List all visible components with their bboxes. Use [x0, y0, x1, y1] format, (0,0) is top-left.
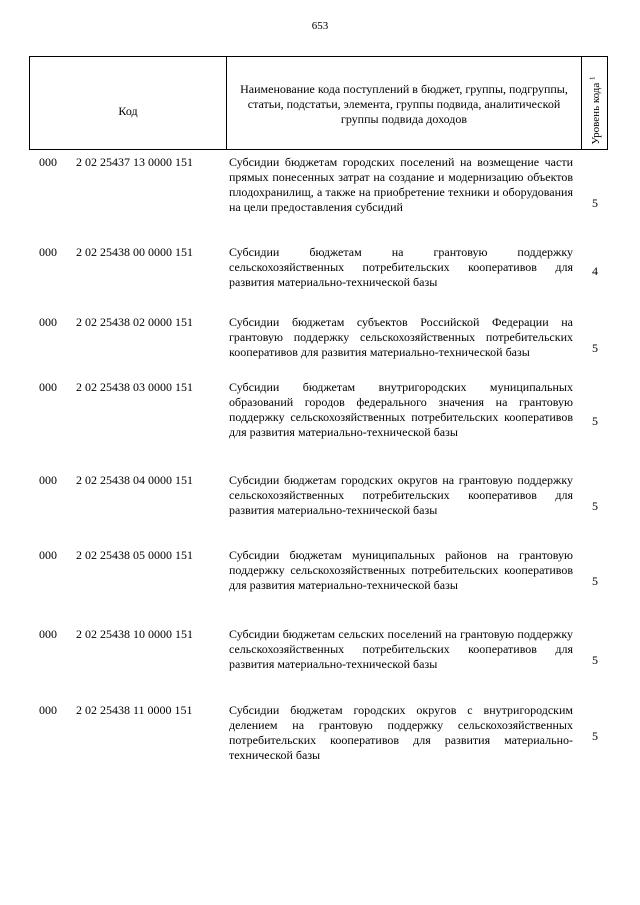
- header-code: Код: [30, 57, 227, 149]
- row-prefix: 000: [39, 380, 57, 394]
- row-code: 2 02 25438 03 0000 151: [76, 380, 193, 394]
- row-level: 4: [592, 264, 598, 278]
- row-level: 5: [592, 341, 598, 355]
- header-level-footnote: 1: [587, 76, 596, 81]
- row-prefix: 000: [39, 473, 57, 487]
- row-description: Субсидии бюджетам внутригородских муниципальных образований городов федерального значения на грантовую поддержку сельскохозяйственных потребительских кооперативов для развития материально-технической базы: [229, 380, 573, 439]
- row-code: 2 02 25438 04 0000 151: [76, 473, 193, 487]
- table-row: [0, 245, 640, 290]
- row-prefix: 000: [39, 627, 57, 641]
- row-prefix: 000: [39, 703, 57, 717]
- row-level: 5: [592, 574, 598, 588]
- row-level: 5: [592, 196, 598, 210]
- row-code: 2 02 25438 11 0000 151: [76, 703, 193, 717]
- row-level: 5: [592, 729, 598, 743]
- row-description: Субсидии бюджетам муниципальных районов на грантовую поддержку сельскохозяйственных потребительских кооперативов для развития материально-технической базы: [229, 548, 573, 592]
- table-row: [0, 548, 640, 593]
- header-level-text: Уровень кода: [589, 83, 602, 145]
- row-code: 2 02 25437 13 0000 151: [76, 155, 193, 169]
- row-prefix: 000: [39, 315, 57, 329]
- row-description: Субсидии бюджетам городских поселений на возмещение части прямых понесенных затрат на создание и модернизацию объектов плодохранилищ, а также на приобретение техники и оборудования на цели предоставления субсидий: [229, 155, 573, 214]
- row-prefix: 000: [39, 245, 57, 259]
- row-description: Субсидии бюджетам сельских поселений на грантовую поддержку сельскохозяйственных потребительских кооперативов для развития материально-технической базы: [229, 627, 573, 671]
- table-header: [29, 56, 608, 150]
- table-row: [0, 380, 640, 440]
- row-description: Субсидии бюджетам городских округов с внутригородским делением на грантовую поддержку сельскохозяйственных потребительских кооперативов для развития материально-технической базы: [229, 703, 573, 762]
- header-name: Наименование кода поступлений в бюджет, группы, подгруппы, статьи, подстатьи, элемента, группы подвида, аналитической группы подвида доходов: [227, 57, 582, 149]
- row-level: 5: [592, 653, 598, 667]
- table-row: [0, 703, 640, 763]
- page-number: 653: [311, 20, 329, 32]
- header-level: [582, 57, 607, 149]
- row-code: 2 02 25438 00 0000 151: [76, 245, 193, 259]
- table-row: [0, 627, 640, 672]
- table-row: [0, 155, 640, 215]
- row-description: Субсидии бюджетам на грантовую поддержку сельскохозяйственных потребительских кооперативов для развития материально-технической базы: [229, 245, 573, 289]
- row-level: 5: [592, 414, 598, 428]
- row-prefix: 000: [39, 548, 57, 562]
- row-level: 5: [592, 499, 598, 513]
- row-code: 2 02 25438 10 0000 151: [76, 627, 193, 641]
- header-level-label: [588, 77, 602, 145]
- row-prefix: 000: [39, 155, 57, 169]
- row-description: Субсидии бюджетам субъектов Российской Федерации на грантовую поддержку сельскохозяйственных потребительских кооперативов для развития материально-технической базы: [229, 315, 573, 359]
- row-code: 2 02 25438 02 0000 151: [76, 315, 193, 329]
- row-code: 2 02 25438 05 0000 151: [76, 548, 193, 562]
- row-description: Субсидии бюджетам городских округов на грантовую поддержку сельскохозяйственных потребительских кооперативов для развития материально-технической базы: [229, 473, 573, 517]
- table-row: [0, 473, 640, 518]
- table-row: [0, 315, 640, 360]
